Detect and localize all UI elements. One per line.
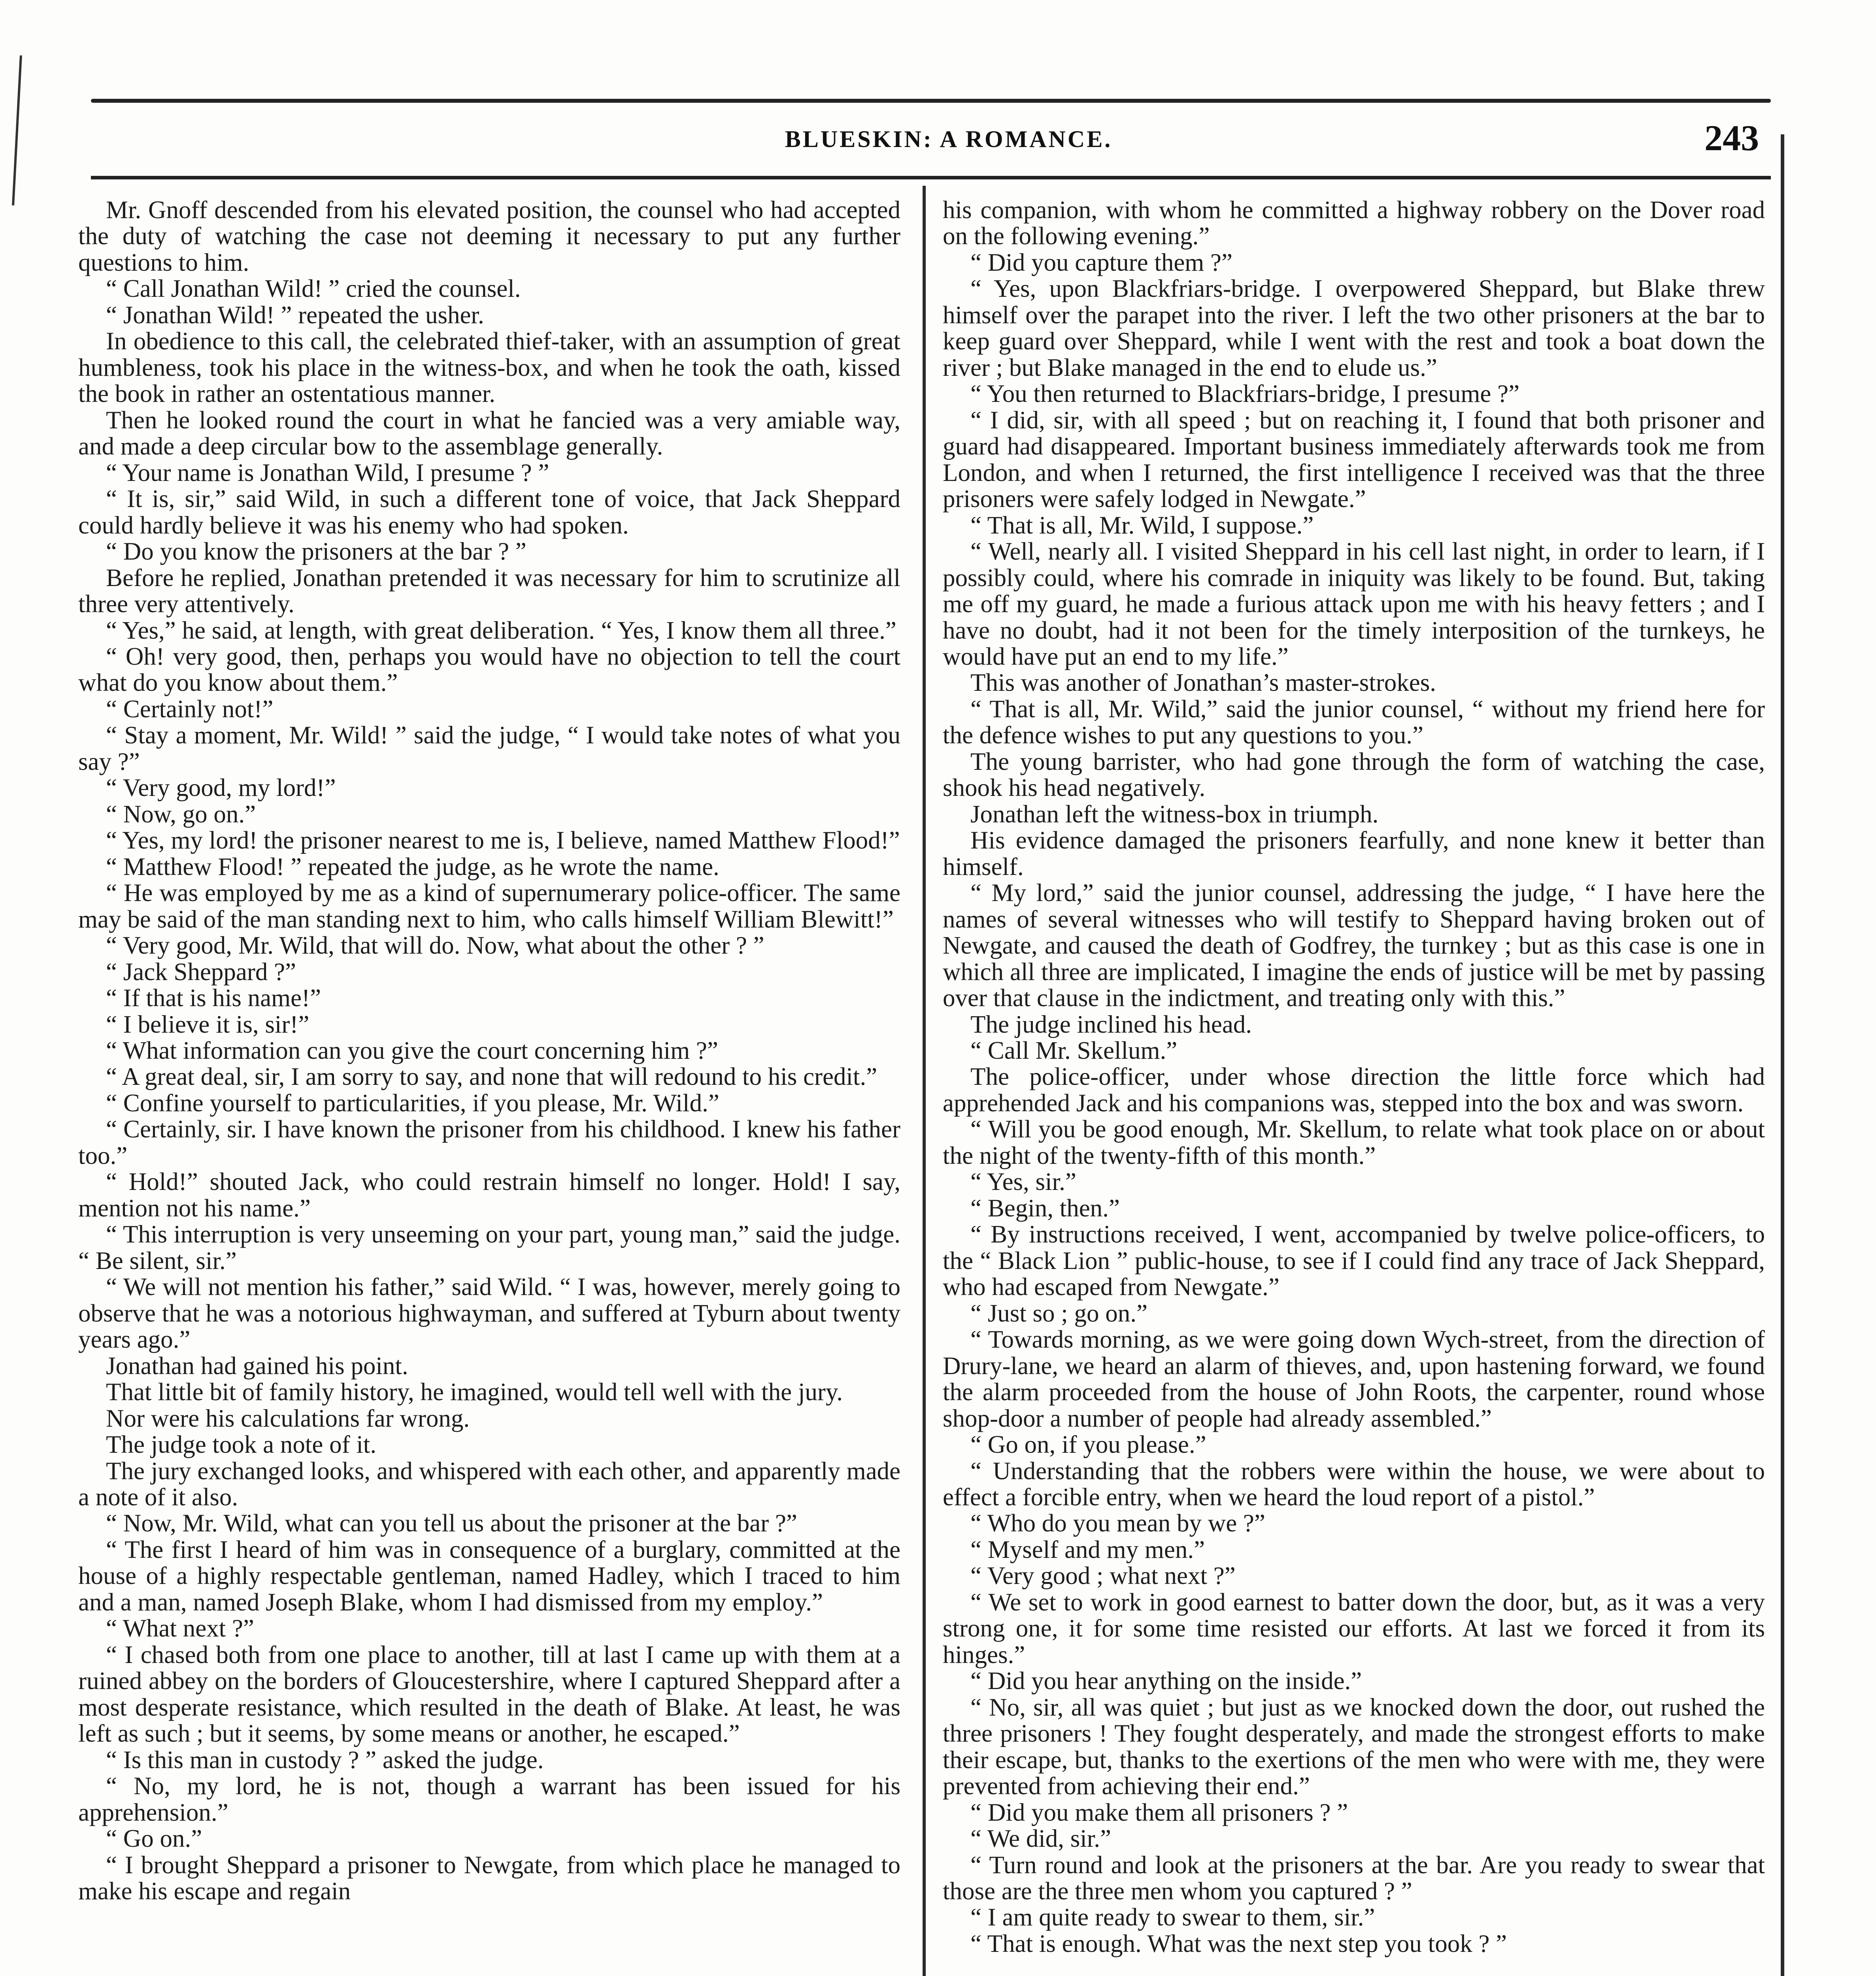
paragraph: “ We did, sir.”	[970, 1825, 1111, 1853]
paragraph: “ Jonathan Wild! ” repeated the usher.	[106, 301, 484, 329]
paragraph: “ What next ?”	[106, 1614, 254, 1642]
paragraph: “ We set to work in good earnest to batter down the door, but, as it was a very strong one, it for some time resisted our efforts. At last we forced it from its hinges.”	[943, 1588, 1765, 1669]
paragraph: “ Confine yourself to particularities, if you please, Mr. Wild.”	[106, 1089, 719, 1117]
paragraph: “ We will not mention his father,” said Wild. “ I was, however, merely going to observe that he was a notorious highwayman, and suffered at Tyburn about twenty years ago.”	[78, 1273, 900, 1354]
paragraph: “ You then returned to Blackfriars-bridge, I presume ?”	[970, 380, 1520, 408]
left-column	[78, 197, 900, 1976]
margin-rule-left	[12, 55, 22, 206]
paragraph: “ No, my lord, he is not, though a warrant has been issued for his apprehension.”	[78, 1772, 900, 1826]
paragraph: “ My lord,” said the junior counsel, addressing the judge, “ I have here the names of several witnesses who will testify to Sheppard having broken out of Newgate, and caused the death of Godfrey, the turnkey ; but as this case is one in which all three are implicated, I imagine the ends of justice will be met by passing over that clause in the indictment, and treating only with this.”	[943, 879, 1765, 1012]
paragraph: “ Towards morning, as we were going down Wych-street, from the direction of Drury-lane, we heard an alarm of thieves, and, upon hastening forward, we found the alarm proceeded from the house of John Roots, the carpenter, round whose shop-door a number of people had already assembled.”	[943, 1326, 1765, 1432]
paragraph: That little bit of family history, he imagined, would tell well with the jury.	[106, 1378, 843, 1406]
paragraph: His evidence damaged the prisoners fearfully, and none knew it better than himself.	[943, 826, 1765, 881]
paragraph: “ Go on, if you please.”	[970, 1431, 1206, 1459]
paragraph: “ Begin, then.”	[970, 1194, 1120, 1222]
paragraph: “ That is enough. What was the next step you took ? ”	[970, 1929, 1507, 1957]
paragraph: “ Now, go on.”	[106, 800, 256, 828]
paragraph: “ He was employed by me as a kind of supernumerary police-officer. The same may be said of the man standing next to him, who calls himself William Blewitt!”	[78, 879, 900, 933]
header-rule	[91, 176, 1771, 179]
right-column	[943, 197, 1765, 1976]
paragraph: “ I am quite ready to swear to them, sir.”	[970, 1903, 1375, 1931]
paragraph: “ Certainly not!”	[106, 695, 274, 723]
paragraph: “ Call Mr. Skellum.”	[970, 1037, 1178, 1064]
paragraph: “ Certainly, sir. I have known the prisoner from his childhood. I knew his father too.”	[78, 1115, 900, 1169]
paragraph: “ A great deal, sir, I am sorry to say, and none that will redound to his credit.”	[106, 1063, 878, 1091]
paragraph: Jonathan left the witness-box in triumph.	[970, 800, 1379, 828]
paragraph: “ Yes, sir.”	[970, 1168, 1076, 1196]
paragraph: “ Matthew Flood! ” repeated the judge, as he wrote the name.	[106, 852, 719, 881]
page-number: 243	[1704, 118, 1759, 158]
paragraph: “ Very good ; what next ?”	[970, 1562, 1236, 1590]
paragraph: “ Yes,” he said, at length, with great deliberation. “ Yes, I know them all three.”	[106, 616, 896, 644]
paragraph: Then he looked round the court in what he fancied was a very amiable way, and made a deep circular bow to the assemblage generally.	[78, 406, 900, 460]
paragraph: “ I did, sir, with all speed ; but on reaching it, I found that both prisoner and guard had disappeared. Important business immediately afterwards took me from London, and when I returned, the first intelligence I received was that the three prisoners were safely lodged in Newgate.”	[943, 406, 1765, 513]
paragraph: “ Jack Sheppard ?”	[106, 958, 296, 986]
paragraph: “ The first I heard of him was in consequence of a burglary, committed at the house of a highly respectable gentleman, named Hadley, which I traced to him and a man, named Joseph Blake, whom I had dismissed from my employ.”	[78, 1535, 900, 1616]
paragraph: “ This interruption is very unseeming on your part, young man,” said the judge. “ Be silent, sir.”	[78, 1220, 900, 1275]
paragraph: Mr. Gnoff descended from his elevated position, the counsel who had accepted the duty of watching the case not deeming it necessary to put any further questions to him.	[78, 197, 900, 276]
paragraph: “ That is all, Mr. Wild,” said the junior counsel, “ without my friend here for the defence wishes to put any questions to you.”	[943, 695, 1765, 749]
paragraph: “ What information can you give the court concerning him ?”	[106, 1037, 718, 1064]
paragraph: “ Yes, upon Blackfriars-bridge. I overpowered Sheppard, but Blake threw himself over the parapet into the river. I left the two other prisoners at the bar to keep guard over Sheppard, while I went with the rest and took a boat down the river ; but Blake managed in the end to elude us.”	[943, 275, 1765, 381]
paragraph: “ Did you capture them ?”	[970, 248, 1232, 276]
paragraph: “ Call Jonathan Wild! ” cried the counsel.	[106, 275, 521, 303]
paragraph: The police-officer, under whose direction the little force which had apprehended Jack and his companions was, stepped into the box and was sworn.	[943, 1063, 1765, 1117]
paragraph: “ Is this man in custody ? ” asked the judge.	[106, 1746, 544, 1774]
paragraph: This was another of Jonathan’s master-strokes.	[970, 669, 1436, 697]
paragraph: “ Hold!” shouted Jack, who could restrain himself no longer. Hold! I say, mention not his name.”	[78, 1168, 900, 1222]
paragraph: “ Just so ; go on.”	[970, 1299, 1147, 1327]
column-divider	[923, 186, 926, 1976]
paragraph: “ Oh! very good, then, perhaps you would have no objection to tell the court what do you know about them.”	[78, 642, 900, 697]
paragraph: “ It is, sir,” said Wild, in such a different tone of voice, that Jack Sheppard could hardly believe it was his enemy who had spoken.	[78, 485, 900, 539]
paragraph: “ Yes, my lord! the prisoner nearest to me is, I believe, named Matthew Flood!”	[106, 826, 900, 854]
paragraph: his companion, with whom he committed a highway robbery on the Dover road on the following evening.”	[943, 197, 1765, 250]
paragraph: “ Will you be good enough, Mr. Skellum, to relate what took place on or about the night of the twenty-fifth of this month.”	[943, 1115, 1765, 1169]
top-rule	[91, 99, 1771, 103]
paragraph: “ By instructions received, I went, accompanied by twelve police-officers, to the “ Black Lion ” public-house, to see if I could find any trace of Jack Sheppard, who had escaped from Newgate.”	[943, 1220, 1765, 1301]
paragraph: Before he replied, Jonathan pretended it was necessary for him to scrutinize all three very attentively.	[78, 564, 900, 618]
paragraph: “ Who do you mean by we ?”	[970, 1509, 1265, 1537]
paragraph: “ Now, Mr. Wild, what can you tell us about the prisoner at the bar ?”	[106, 1509, 797, 1537]
paragraph: “ Do you know the prisoners at the bar ? ”	[106, 537, 527, 566]
paragraph: Nor were his calculations far wrong.	[106, 1404, 470, 1432]
paragraph: “ Turn round and look at the prisoners at the bar. Are you ready to swear that those are the three men whom you captured ? ”	[943, 1851, 1765, 1905]
running-header-title: BLUESKIN: A ROMANCE.	[785, 126, 1113, 152]
paragraph: “ Well, nearly all. I visited Sheppard in his cell last night, in order to learn, if I possibly could, where his comrade in iniquity was likely to be found. But, taking me off my guard, he made a furious attack upon me with his heavy fetters ; and I have no doubt, had it not been for the timely interposition of the turnkeys, he would have put an end to my life.”	[943, 537, 1765, 670]
paragraph: “ I brought Sheppard a prisoner to Newgate, from which place he managed to make his escape and regain	[78, 1851, 900, 1905]
paragraph: “ I believe it is, sir!”	[106, 1010, 310, 1038]
paragraph: “ Did you hear anything on the inside.”	[970, 1667, 1362, 1695]
paragraph: The young barrister, who had gone through the form of watching the case, shook his head negatively.	[943, 747, 1765, 802]
paragraph: “ I chased both from one place to another, till at last I came up with them at a ruined abbey on the borders of Gloucestershire, where I captured Sheppard after a most desperate resistance, which resulted in the death of Blake. At least, he was left as such ; but it seems, by some means or another, he escaped.”	[78, 1640, 900, 1748]
paragraph: “ Did you make them all prisoners ? ”	[970, 1798, 1348, 1826]
paragraph: “ Very good, my lord!”	[106, 774, 336, 802]
paragraph: “ Myself and my men.”	[970, 1535, 1205, 1563]
paragraph: The jury exchanged looks, and whispered with each other, and apparently made a note of it also.	[78, 1457, 900, 1511]
paragraph: “ That is all, Mr. Wild, I suppose.”	[970, 511, 1314, 539]
right-border-rule	[1781, 134, 1784, 1976]
paragraph: “ Your name is Jonathan Wild, I presume ? ”	[106, 458, 549, 486]
paragraph: In obedience to this call, the celebrated thief-taker, with an assumption of great humbleness, took his place in the witness-box, and when he took the oath, kissed the book in rather an ostentatious manner.	[78, 327, 900, 408]
paragraph: “ If that is his name!”	[106, 984, 321, 1012]
paragraph: Jonathan had gained his point.	[106, 1352, 408, 1380]
paragraph: “ Understanding that the robbers were within the house, we were about to effect a forcible entry, when we heard the loud report of a pistol.”	[943, 1457, 1765, 1511]
paragraph: The judge took a note of it.	[106, 1431, 377, 1459]
paragraph: The judge inclined his head.	[970, 1010, 1252, 1038]
paragraph: “ Very good, Mr. Wild, that will do. Now, what about the other ? ”	[106, 931, 764, 960]
paragraph: “ No, sir, all was quiet ; but just as we knocked down the door, out rushed the three prisoners ! They fought desperately, and made the strongest efforts to make their escape, but, thanks to the exertions of the men who were with me, they were prevented from achieving their end.”	[943, 1693, 1765, 1800]
paragraph: “ Go on.”	[106, 1825, 202, 1853]
paragraph: “ Stay a moment, Mr. Wild! ” said the judge, “ I would take notes of what you say ?”	[78, 721, 900, 775]
